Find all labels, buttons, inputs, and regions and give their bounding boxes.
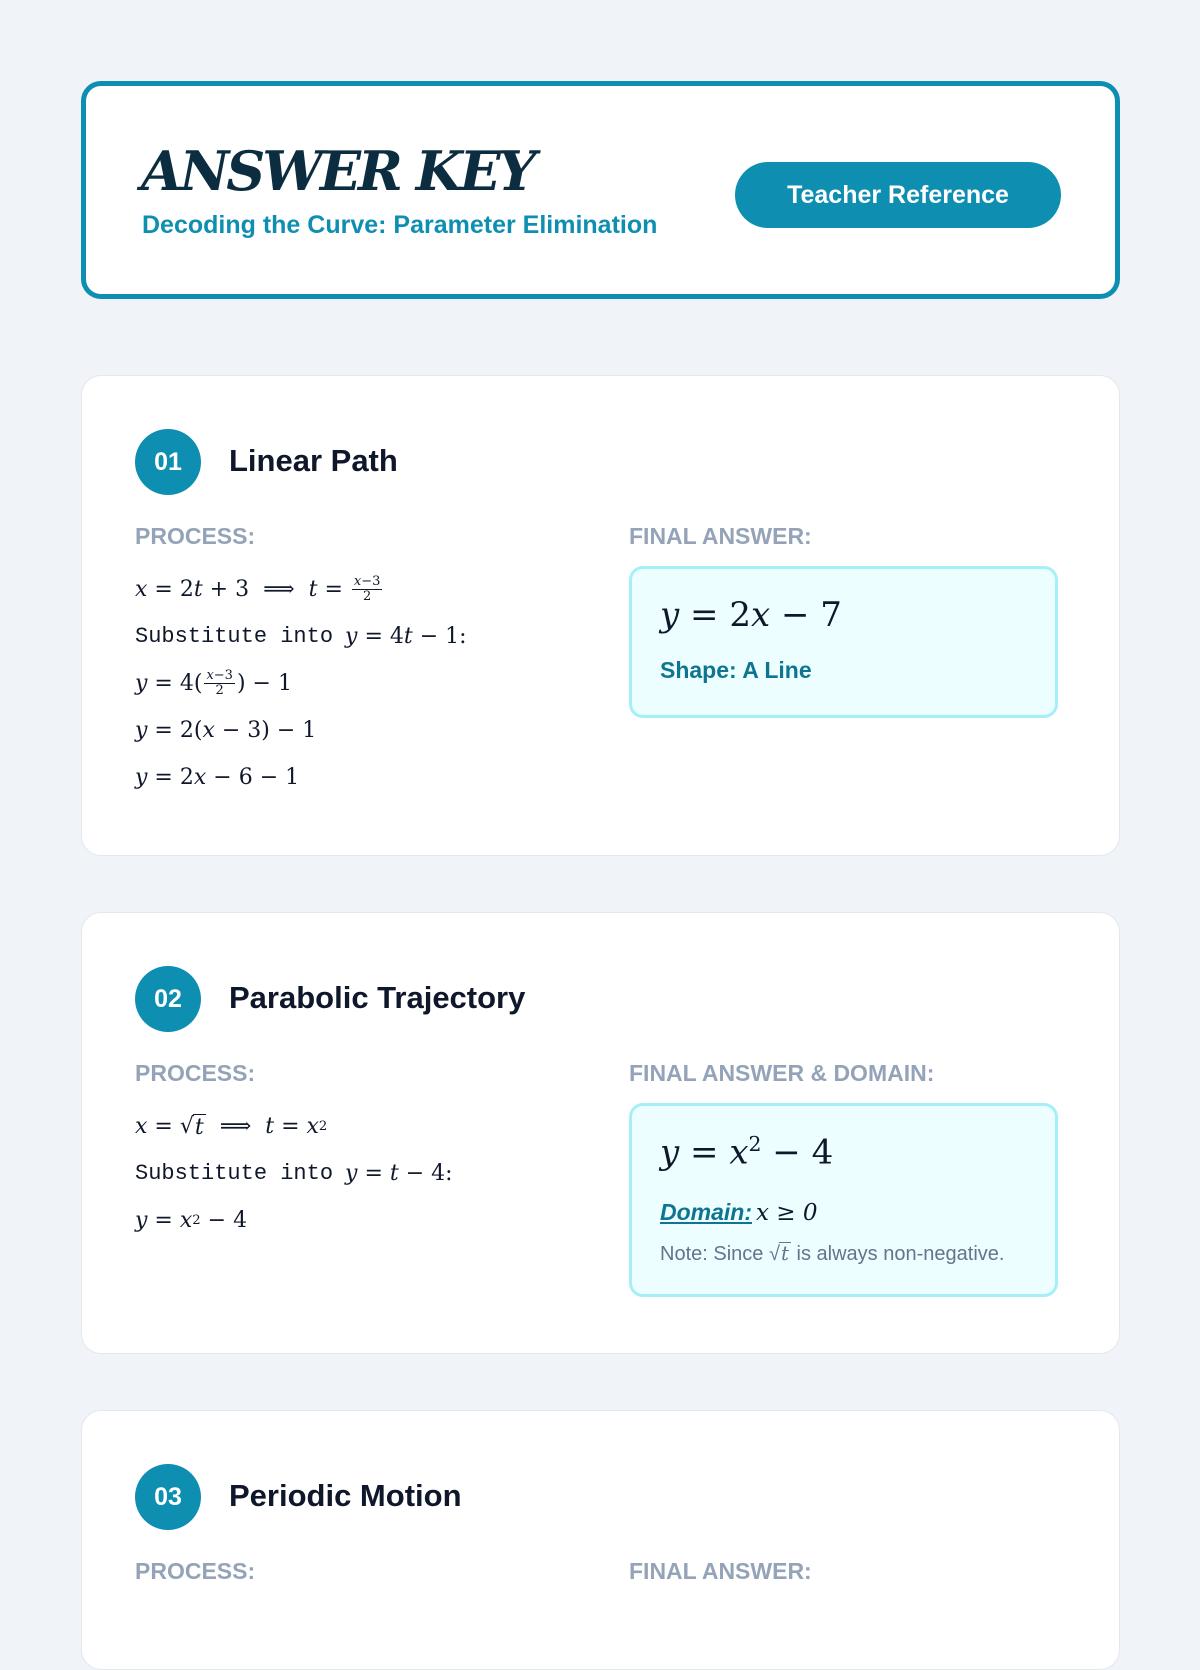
process-step: Substitute into y = t − 4: [135, 1161, 453, 1186]
problem-title: Parabolic Trajectory [229, 980, 526, 1015]
final-answer-label: FINAL ANSWER: [629, 1558, 812, 1584]
domain-value: x ≥ 0 [756, 1200, 818, 1226]
shape-text: Shape: A Line [660, 657, 812, 683]
process-label: PROCESS: [135, 1558, 256, 1584]
final-answer-box [629, 566, 1058, 718]
problem-title: Linear Path [229, 443, 398, 478]
final-answer-equation: $y = x^2 - 4$ [660, 1132, 834, 1173]
final-answer-label: FINAL ANSWER: [629, 523, 812, 549]
page-subtitle: Decoding the Curve: Parameter Elimination [142, 211, 658, 239]
domain-note: Note: Since √t is always non-negative. [660, 1241, 1005, 1265]
problem-number-badge: 03 [135, 1464, 201, 1530]
process-step: y = 2( x − 3) − 1 [135, 718, 317, 743]
problem-card-3 [81, 1410, 1120, 1670]
problem-card-1 [81, 375, 1120, 856]
final-answer-label: FINAL ANSWER & DOMAIN: [629, 1060, 935, 1086]
process-steps [135, 1103, 575, 1244]
process-step: y = 4( $\frac{x-3}{2}$ ) − 1 [135, 668, 292, 698]
process-step: x = √ t ⟹ t = x 2 [135, 1114, 328, 1140]
substitute-text: Substitute into [135, 624, 334, 649]
process-step: x = 2 t + 3 ⟹ t = $\frac{x-3}{2}$ [135, 574, 381, 604]
process-label: PROCESS: [135, 1060, 256, 1086]
page-title: ANSWER KEY [141, 139, 534, 203]
substitute-text: Substitute into [135, 1161, 334, 1186]
domain-line [660, 1199, 818, 1226]
process-step: y = 2 x − 6 − 1 [135, 765, 300, 790]
final-answer-box [629, 1103, 1058, 1297]
problem-number-badge: 01 [135, 429, 201, 495]
process-step: y = x 2 − 4 [135, 1208, 248, 1233]
process-step: Substitute into y = 4 t − 1: [135, 624, 467, 649]
process-label: PROCESS: [135, 523, 256, 549]
process-steps [135, 566, 575, 801]
domain-label: Domain: [660, 1199, 752, 1225]
teacher-reference-button[interactable]: Teacher Reference [735, 162, 1061, 228]
note-prefix: Note: Since [660, 1243, 764, 1265]
note-suffix: is always non-negative. [796, 1243, 1005, 1265]
final-answer-equation: y = 2x − 7 [660, 595, 842, 635]
answer-key-header [81, 81, 1120, 299]
problem-number-badge: 02 [135, 966, 201, 1032]
problem-title: Periodic Motion [229, 1478, 462, 1513]
problem-card-2 [81, 912, 1120, 1354]
